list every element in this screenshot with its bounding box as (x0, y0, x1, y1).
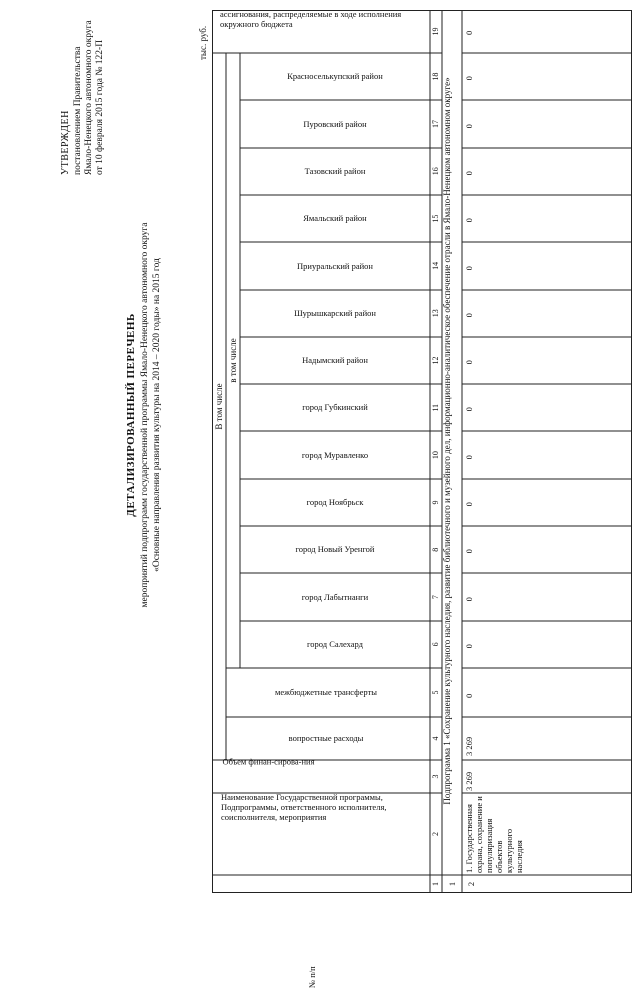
table (212, 9, 632, 988)
header-area-text: город Муравленко (301, 450, 369, 461)
column-number: 15 (431, 214, 440, 223)
row-area-value: 0 (464, 455, 474, 460)
row-area-value: 0 (464, 171, 474, 176)
column-number: 16 (431, 167, 440, 176)
row-own: 3 269 (464, 736, 474, 756)
header-area-7 (240, 337, 430, 384)
column-number: 12 (431, 356, 440, 365)
row-name: 1. Государственная охрана, сохранение и популяризация объектов культурного наследия (464, 796, 524, 873)
column-number: 17 (431, 119, 440, 128)
column-number: 1 (431, 882, 440, 886)
subprogram-num: 1 (447, 881, 457, 887)
header-in-total: В том числе (214, 383, 224, 430)
approval-line-1: постановлением Правительства (73, 46, 83, 175)
units-label: тыс. руб. (198, 25, 208, 60)
approval-line-3: от 10 февраля 2015 года № 122-П (95, 39, 105, 175)
header-volume-text: Объем финан-сирова-ния (222, 756, 315, 767)
row-area-value: 0 (464, 549, 474, 554)
row-transfers: 0 (464, 693, 474, 698)
subtitle-line-1: мероприятий подпрограмм государственной программы Ямало-Ненецкого автономного округа (140, 222, 150, 608)
header-area-1 (240, 621, 430, 668)
column-number: 5 (431, 690, 440, 695)
header-name-text: Наименование Государственной программы, Подпрограммы, ответственного исполнителя, соисполнителя, мероприятия (221, 792, 387, 822)
header-unallocated-text: ассигнования, распределяемые в ходе исполнения окружного бюджета (220, 9, 402, 29)
column-number: 3 (431, 774, 440, 779)
approval-block (60, 5, 106, 175)
header-area-text: Шурышкарский район (294, 308, 376, 319)
header-area-10 (240, 195, 430, 242)
header-area-text: Пуровский район (303, 119, 367, 130)
header-area-13 (240, 53, 430, 100)
header-transfers (226, 668, 430, 717)
document-title: ДЕТАЛИЗИРОВАННЫЙ ПЕРЕЧЕНЬ (125, 313, 137, 517)
header-area-6 (240, 384, 430, 431)
header-area-11 (240, 148, 430, 195)
header-area-text: Ямальский район (303, 213, 367, 224)
header-area-text: Надымский район (302, 355, 368, 366)
header-in-which: в том числе (228, 338, 238, 383)
column-number: 9 (431, 500, 440, 505)
column-number: 14 (431, 261, 440, 270)
row-area-value: 0 (464, 76, 474, 81)
column-number: 19 (431, 27, 440, 36)
header-area-text: Красноселькупский район (287, 71, 383, 82)
header-own-text: вопростные расходы (288, 733, 364, 743)
header-area-5 (240, 432, 430, 479)
column-number: 2 (431, 832, 440, 836)
header-area-4 (240, 479, 430, 526)
row-num: 2 (466, 881, 476, 887)
header-area-9 (240, 243, 430, 290)
header-own (226, 717, 430, 760)
column-number: 10 (431, 451, 440, 460)
row-area-value: 0 (464, 644, 474, 649)
row-volume: 3 269 (464, 771, 474, 791)
header-area-text: Тазовский район (304, 166, 366, 177)
document-subtitle (140, 155, 163, 675)
column-number: 7 (431, 595, 440, 600)
header-num-text: № п/п (307, 966, 317, 988)
header-area-text: город Ноябрьск (306, 497, 364, 508)
header-area-text: город Новый Уренгой (295, 544, 375, 555)
header-area-text: город Губкинский (302, 402, 368, 413)
header-area-8 (240, 290, 430, 337)
row-area-value: 0 (464, 597, 474, 602)
header-area-text: город Салехард (306, 639, 364, 650)
row-area-value: 0 (464, 266, 474, 271)
approval-title: УТВЕРЖДЕН (60, 110, 71, 175)
header-area-3 (240, 526, 430, 573)
header-area-text: Приуральский район (297, 261, 373, 272)
row-area-value: 0 (464, 360, 474, 365)
header-volume (212, 756, 430, 793)
column-number: 8 (431, 547, 440, 552)
header-num (212, 875, 430, 988)
row-unallocated: 0 (464, 30, 474, 35)
header-area-12 (240, 101, 430, 148)
row-area-value: 0 (464, 218, 474, 223)
row-area-value: 0 (464, 313, 474, 318)
column-number: 13 (431, 309, 440, 318)
row-area-value: 0 (464, 407, 474, 412)
header-transfers-text: межбюджетные трансферты (275, 687, 377, 697)
column-number: 6 (431, 642, 440, 647)
header-area-2 (240, 574, 430, 621)
row-area-value: 0 (464, 502, 474, 507)
column-number: 18 (431, 72, 440, 81)
approval-line-2: Ямало-Ненецкого автономного округа (84, 20, 94, 175)
header-area-text: город Лабытнанги (301, 592, 369, 603)
subprogram-text: Подпрограмма 1 «Сохранение культурного наследия, развитие библиотечного и музейного дел, информационно-аналитическое обеспечение отрасли в Ямало-Ненецком автономном округе» (442, 77, 452, 805)
header-name (212, 793, 430, 875)
header-unallocated (212, 10, 430, 53)
subtitle-line-2: «Основные направления развития культуры на 2014 – 2020 годы» на 2015 год (151, 258, 162, 572)
row-area-value: 0 (464, 124, 474, 129)
column-number: 11 (431, 403, 440, 412)
column-number: 4 (431, 736, 440, 741)
